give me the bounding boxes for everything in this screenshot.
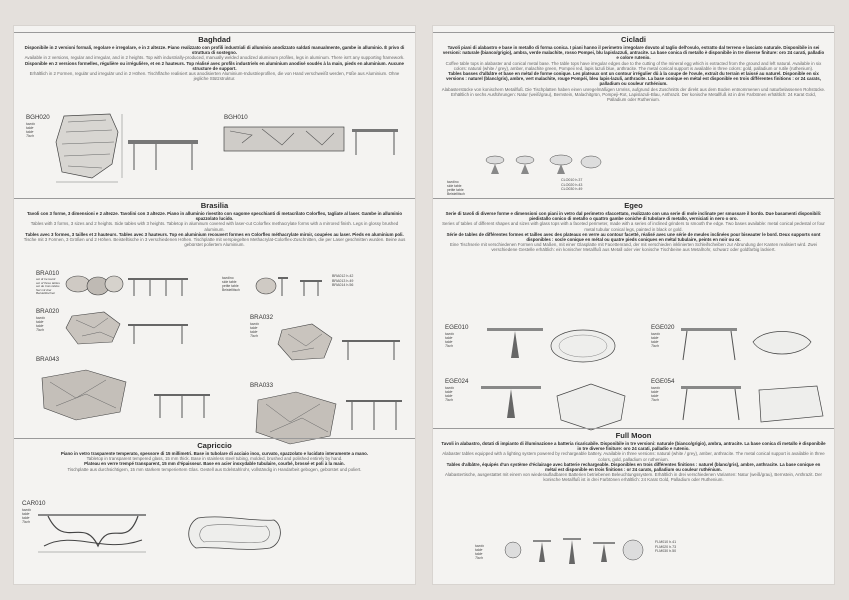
bra020-drawing bbox=[64, 310, 124, 346]
fullmoon-text-it: Tavoli in alabastro, dotati di impianto di illuminazione a batteria ricaricabile. Disponibile in tre versioni: naturale (bianco/grigio), ambra, antracite. La base conica di metallo è disponibile in tre diverse finiture: oro 24 carati, palladio e rutenio. bbox=[441, 441, 826, 452]
bra020-elevation bbox=[126, 320, 192, 346]
fullmoon-title: Full Moon bbox=[433, 428, 834, 441]
egeo-text-de: Eine Tischserie mit verschiedenen Formen und Maßen, mit einer Glasplatte mit Facettenrand, der mit verschieden inklinierten Schleifscheiben zur Abrundung der Kanten realisiert wird. Zwei verschiedene Gestelle erhältlich: ein konischer Metallfuß aus Metall oder vier konische Tischbeine aus Metallrohr, schwarz oder goldfarbig lackiert. bbox=[449, 242, 818, 253]
ege020-desc: tavolo table table Tisch bbox=[651, 332, 661, 348]
code-car010: CAR010 bbox=[22, 500, 46, 507]
brasilia-text-fr: Tables avec 3 formes, 3 tailles et 2 hauteurs. Tables avec 3 hauteurs. Top en aluminium recouvert formes en Colorflex méthacrylate miroir, coupées au laser. Pieds en aluminium poli. bbox=[25, 231, 404, 237]
car010-elevation bbox=[34, 510, 152, 554]
baghdad-text-fr: Disponible en 2 versions formelles, régulière ou irrégulière, et en 2 hauteurs. Top réalisé avec profils industriels en aluminium anodisé soudés à la main, pieds en aluminium. Aucune structure de support. bbox=[25, 60, 404, 71]
code-bra020: BRA020 bbox=[36, 308, 60, 315]
fullmoon-text-fr: Tables d'albâtre, équipés d'un système d'éclairage avec batterie rechargeable. Disponibles en trois différentes finitions : naturel (blanc/gris), ambre, anthracite. La base conique en métal est disponible en trois finitions : or 24 carats, palladium ou couleur ruthénium. bbox=[446, 461, 821, 473]
ege054-desc: tavolo table table Tisch bbox=[651, 386, 661, 402]
bgh010-elevation bbox=[350, 125, 402, 157]
fullmoon-text-en: Alabaster tables equipped with a lighting system powered by rechargeable battery. Available in three versions: natural (white / grey), amber, anthracite. The metal conical support is available in three colors, gold, palladium or ruthenium. bbox=[442, 451, 825, 462]
bra010-elevation bbox=[126, 274, 192, 298]
bgh020-elevation bbox=[126, 114, 204, 176]
ege010-desc: tavolo table table Tisch bbox=[445, 332, 455, 348]
bra032-desc: tavolo table table Tisch bbox=[250, 322, 260, 338]
baghdad-text-en: Available in 2 versions, regular and irregular, and in 2 heights. Top with industrially-produced, manually welded anodized aluminum profiles, legs in aluminum. There isn't any supporting framework. bbox=[24, 55, 405, 61]
brasilia-text-de: Tische mit 3 Formen, 3 Größen und 2 Höhen. Beistelltische in 3 verschiedenen Höhen. Tischplatte mit verspiegelten Methacrylat-Colorflex-Zuschnitten, die per Laser geschnitten wurden. Beine aus gebürstet poliertem Aluminium. bbox=[23, 237, 406, 248]
baghdad-title: Baghdad bbox=[14, 32, 415, 45]
capriccio-title: Capriccio bbox=[14, 438, 415, 451]
ege010-drawing bbox=[483, 322, 623, 370]
capriccio-text-it: Piano in vetro trasparente temperato, spessore di 15 millimetri. Base in tubolare di acciaio inox, curvato, spazzolato e lucidato interamente a mano. bbox=[60, 451, 369, 456]
bra032-drawing bbox=[276, 322, 336, 362]
bgh020-drawing bbox=[52, 112, 122, 184]
fullmoon-text-de: Alabastertische, ausgestattet mit einem von wiederaufladbaren Batterien betriebenen Beleuchtungssystem. Erhältlich in drei verschiedenen Varianten: Natur (weiß/grau), Bernstein, Anthrazit. Der konische Metallfuß ist in drei Farbtönen erhältlich: 24 Karat Gold, Palladium oder Ruthenium. bbox=[445, 472, 822, 483]
baghdad-text-de: Erhältlich in 2 Formen, regulär und irregulär und in 2 Höhen. Tischfläche realisiert aus anodisierten Aluminium-Industrieprofilen, die von Hand verschweißt werden, Füße aus Aluminium. Ohne jegliche Stützstruktur. bbox=[29, 71, 400, 82]
egeo-text-fr: Série de tables de différentes formes et tailles avec des plateaux en verre au contour facetté, réalisé avec une série de meules inclinées pour biseauter le bord. Deux supports sont disponibles : socle conique en métal ou quatre pieds coniques en métal tubulaire, peints en noir ou or. bbox=[446, 231, 821, 243]
fullmoon-drawings bbox=[503, 536, 649, 566]
egeo-text-it: Serie di tavoli di diverse forme e dimensioni con piani in vetro dal perimetro sfaccettato, realizzato con una serie di mole inclinate per smussare il bordo. Due basamenti disponibili: piedistallo conico di metallo o quattro gambe coniche di tubolare di metallo, verniciati in nero o oro. bbox=[445, 211, 822, 222]
bra043-drawing bbox=[36, 368, 132, 422]
cicladi-section bbox=[433, 32, 834, 102]
bra043-elevation bbox=[152, 390, 214, 420]
egeo-text-en: Series of tables of different shapes and sizes with glass tops with a faceted perimeter, made with a series of inclined grinders to smooth the edge. Two bases available: metal conical pedestal or four metal tubular conical legs, painted in black or gold. bbox=[442, 221, 825, 232]
code-ege010: EGE010 bbox=[445, 324, 469, 331]
brasilia-text-it: Tavoli con 3 forme, 3 dimensioni e 2 altezze. Tavolini con 3 altezze. Piano in alluminio rivestito con sagome specchianti di metacrilato Colorflex, tagliate al laser. Gambe in alluminio spazzolato lucido. bbox=[26, 211, 403, 222]
bra012-tavolino-desc: tavolino side table petite table Beistelltisch bbox=[222, 276, 240, 292]
code-ege054: EGE054 bbox=[651, 378, 675, 385]
ege024-desc: tavolo table table Tisch bbox=[445, 386, 455, 402]
egeo-title: Egeo bbox=[433, 198, 834, 211]
ege024-drawing bbox=[477, 376, 627, 436]
code-bgh020: BGH020 bbox=[26, 114, 50, 121]
code-bra032: BRA032 bbox=[250, 314, 274, 321]
bra032-elevation bbox=[340, 336, 404, 362]
cicladi-drawings bbox=[485, 154, 605, 176]
cicladi-desc: tavolino side table petite table Beistelltisch bbox=[447, 180, 465, 196]
bra010-drawing bbox=[62, 272, 124, 302]
ege054-drawing bbox=[677, 376, 827, 436]
cicladi-text-fr: Tables basses d'albâtre et base en métal de forme conique. Les plateaux ont un contour irrégulier dû à la coupe de l'ovule, extrait du terrain et laissé au naturel. Disponible en six versions : naturel (blanc/gris), ambre, vert malachite, rouge Pompéi, bleu lapis-lazuli, anthracite. La base conique en métal est disponible en trois différentes finitions : or 24 carats, palladium ou couleur ruthénium. bbox=[446, 71, 821, 87]
bra010-desc: set di tre tavoli set of three tables set de trois tables Set mit drei Beistelltischen bbox=[36, 277, 60, 296]
baghdad-text-it: Disponibile in 2 versioni formali, regolare e irregolare, e in 2 altezze. Piano realizzato con profili industriali di alluminio anodizzato saldati manualmente, gambe in alluminio. È privo di struttura di sostegno. bbox=[24, 45, 405, 56]
code-bra033: BRA033 bbox=[250, 382, 274, 389]
bra012-codes: BRA012 h.42 BRA013 h.49 BRA014 h.56 bbox=[332, 274, 354, 288]
capriccio-section bbox=[14, 438, 415, 472]
cicladi-text-en: Coffee table tops in alabaster and conical metal base. The table tops have irregular edges due to the cutting of the mineral egg which is extracted from the ground and left natural. Available in six colors: natural (white / grey), amber, malachite green, Pompeii red, lapis lazuli blue, anthracite. The metal conical support is available in three colors: gold, palladium or rutile (ruthenium). bbox=[445, 60, 822, 71]
bgh010-drawing bbox=[222, 125, 348, 155]
code-bgh010: BGH010 bbox=[224, 114, 248, 121]
cicladi-text-it: Tavoli piani di alabastro e base in metallo di forma conica. I piani hanno il perimetro irregolare dovuto al taglio dell'ovulo, estratto dal terreno e lasciato naturale. Disponibile in sei versioni: naturale (bianco/grigio), ambra, verde malachite, rosso Pompei, blu lapislazzuli, antracite. La base conica di metallo è disponibile in tre diverse finiture: oro 24 carati, palladio e colore rutenio. bbox=[442, 45, 825, 61]
fullmoon-codes: FLM010 h.41 FLM020 h.73 FLM030 h.50 bbox=[655, 540, 677, 554]
code-ege020: EGE020 bbox=[651, 324, 675, 331]
bra033-elevation bbox=[344, 396, 406, 432]
cicladi-codes: CLO010 h.37 CLO020 h.43 CLO030 h.49 bbox=[561, 178, 583, 192]
catalog-page-right bbox=[433, 26, 834, 584]
bra012-drawing bbox=[254, 274, 294, 298]
ege020-drawing bbox=[677, 322, 817, 370]
code-bra010: BRA010 bbox=[36, 270, 60, 277]
catalog-page-left bbox=[14, 26, 415, 584]
brasilia-section bbox=[14, 198, 415, 247]
brasilia-title: Brasilia bbox=[14, 198, 415, 211]
fullmoon-section bbox=[433, 428, 834, 483]
cicladi-text-de: Alabasterstücke von konischem Metallfuß. Die Tischplatten haben einen unregelmäßigen Umriss, aufgrund des Zuschnitts der direkt aus dem Boden entnommenen und naturbelassenen Rohstücke. Erhältlich in sechs Ausführungen: Natur (weiß/grau), Bernstein, Malachitgrün, Pompeji-Rot, Lapislazuli-Blau, Anthrazit. Der konische Metallfuß ist in drei Farbtönen erhältlich: 24 Karat Gold, Palladium oder Ruthenium. bbox=[441, 86, 826, 103]
bra012-elevation bbox=[298, 276, 326, 298]
code-ege024: EGE024 bbox=[445, 378, 469, 385]
egeo-section bbox=[433, 198, 834, 253]
cicladi-title: Cicladi bbox=[433, 32, 834, 45]
capriccio-text-fr: Plateau en verre trempé transparent, 15 mm d'épaisseur. Base en acier inoxydable tubulaire, courbé, brossé et poli à la main. bbox=[84, 461, 345, 467]
bra020-desc: tavolo table table Tisch bbox=[36, 316, 46, 332]
bgh020-desc: tavolo table table Tisch bbox=[26, 122, 36, 138]
capriccio-text-en: Tabletop in transparent tempered glass, 15 mm thick. Base in stainless steel tubing, molded, brushed and polished entirely by hand. bbox=[86, 456, 343, 462]
capriccio-text-de: Tischplatte aus durchsichtigem, 15 mm starkem temperiertem Glas. Gestell aus Edelstahlrohr, vollständig in Handarbeit gebogen, gebürstet und poliert. bbox=[67, 466, 362, 472]
fullmoon-desc: tavolo table table Tisch bbox=[475, 544, 485, 560]
car010-desc: tavolo table table Tisch bbox=[22, 508, 32, 524]
brasilia-text-en: Tables with 3 forms, 3 sizes and 2 heights. Side tables with 3 heights. Tabletop in aluminum covered with laser-cut Colorflex methacrylate forms with a mirrored finish. Legs in glossy brushed aluminum. bbox=[30, 221, 399, 232]
baghdad-section bbox=[14, 32, 415, 81]
code-bra043: BRA043 bbox=[36, 356, 60, 363]
car010-top-view bbox=[184, 514, 284, 552]
